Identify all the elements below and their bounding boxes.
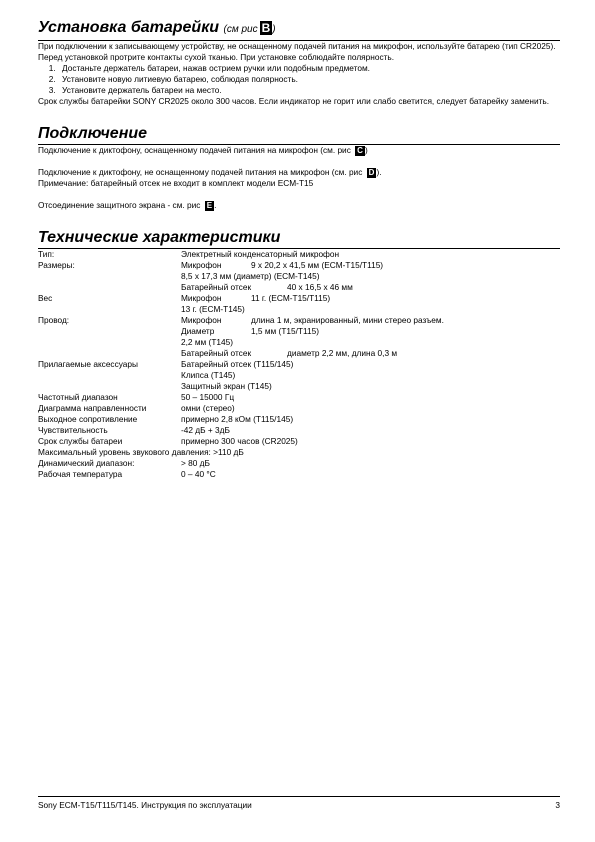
- connection-line-powered-close: ): [364, 145, 368, 155]
- connection-line-unpowered: [38, 167, 560, 178]
- spec-value: Клипса (T145): [181, 370, 236, 380]
- specs-heading: Технические характеристики: [38, 228, 560, 249]
- battery-title: Установка батарейки: [38, 19, 220, 36]
- footer-doc-title: Sony ECM-T15/T115/T145. Инструкция по эксплуатации: [38, 800, 252, 810]
- battery-heading: [38, 18, 560, 41]
- spec-label: Выходное сопротивление: [38, 414, 138, 424]
- figure-c-marker: C: [357, 146, 363, 155]
- spec-value: 0 – 40 °C: [181, 469, 216, 479]
- spec-subvalue: 11 г. (ECM-T15/T115): [251, 293, 331, 303]
- connection-screen-removal-text: Отсоединение защитного экрана - см. рис: [38, 200, 201, 210]
- spec-sublabel: Микрофон: [181, 315, 222, 325]
- spec-value: [181, 282, 560, 293]
- spec-label: Чувствительность: [38, 425, 108, 435]
- figure-b-marker: B: [261, 21, 271, 35]
- table-row: [38, 392, 560, 403]
- spec-subvalue: длина 1 м, экранированный, мини стерео разъем.: [251, 315, 444, 325]
- spec-value: -42 дБ + 3дБ: [181, 425, 230, 435]
- table-row: [38, 271, 560, 282]
- spec-value: > 80 дБ: [181, 458, 210, 468]
- table-row: [38, 326, 560, 337]
- battery-intro: При подключении к записывающему устройству, не оснащенному подачей питания на микрофон, используйте батарею (тип CR2025). Перед установкой протрите контакты сухой тканью. При установке соблюдайте полярность.: [38, 41, 556, 62]
- battery-step: 3. Установите держатель батареи на место.: [58, 85, 560, 96]
- spec-value: Батарейный отсек (T115/145): [181, 359, 294, 369]
- connection-heading: Подключение: [38, 124, 560, 145]
- spec-label: Срок службы батареи: [38, 436, 123, 446]
- spec-label: Рабочая температура: [38, 469, 123, 479]
- spec-value: примерно 300 часов (CR2025): [181, 436, 298, 446]
- spec-value: [181, 348, 560, 359]
- spec-label: Динамический диапазон:: [38, 458, 135, 468]
- spec-label: Прилагаемые аксессуары: [38, 359, 138, 369]
- spec-label: Провод:: [38, 315, 70, 325]
- figure-d-marker: D: [368, 168, 375, 177]
- figure-e-marker: E: [206, 201, 213, 210]
- spec-subvalue: 13 г. (ECM-T145): [181, 304, 245, 314]
- spec-label: Частотный диапазон: [38, 392, 118, 402]
- table-row: [38, 348, 560, 359]
- table-row: [38, 315, 560, 326]
- table-row: [38, 282, 560, 293]
- table-row: [38, 469, 560, 480]
- table-row: [38, 260, 560, 271]
- spec-label: Диаграмма направленности: [38, 403, 147, 413]
- connection-line-powered-text: Подключение к диктофону, оснащенному подачей питания на микрофон (см. рис: [38, 145, 351, 155]
- battery-life-note: Срок службы батарейки SONY CR2025 около 300 часов. Если индикатор не горит или слабо светится, следует батарейку заменить.: [38, 96, 550, 106]
- spec-label: Тип:: [38, 249, 55, 259]
- spec-value: [181, 293, 560, 304]
- spec-spl-line: Максимальный уровень звукового давления: >110 дБ: [38, 447, 244, 457]
- spec-sublabel: Батарейный отсек: [181, 348, 252, 358]
- connection-screen-removal-close: .: [214, 200, 217, 210]
- table-row: [38, 337, 560, 348]
- table-row: [38, 425, 560, 436]
- battery-steps-list: [38, 63, 560, 96]
- spec-subvalue: 8,5 x 17,3 мм (диаметр) (ECM-T145): [181, 271, 320, 281]
- connection-line-powered: [38, 145, 560, 156]
- table-row: [38, 249, 560, 260]
- table-row: [38, 436, 560, 447]
- battery-section: [38, 41, 560, 107]
- spec-sublabel: Батарейный отсек: [181, 282, 252, 292]
- table-row: [38, 304, 560, 315]
- table-row: [38, 359, 560, 370]
- page-number: 3: [555, 800, 560, 810]
- spec-value: Электретный конденсаторный микрофон: [181, 249, 340, 259]
- specs-table: [38, 249, 560, 480]
- table-row: [38, 414, 560, 425]
- spec-sublabel: Микрофон: [181, 260, 222, 270]
- spec-value: Защитный экран (T145): [181, 381, 272, 391]
- spec-sublabel: Микрофон: [181, 293, 222, 303]
- connection-section: [38, 124, 560, 211]
- spec-value: [181, 315, 560, 326]
- table-row: [38, 447, 560, 458]
- spec-subvalue: диаметр 2,2 мм, длина 0,3 м: [287, 348, 398, 358]
- page-footer: [38, 796, 560, 810]
- table-row: [38, 370, 560, 381]
- spec-subvalue: 9 x 20,2 x 41,5 мм (ECM-T15/T115): [251, 260, 384, 270]
- spec-subvalue: 1,5 мм (T15/T115): [251, 326, 319, 336]
- battery-step: 1. Достаньте держатель батареи, нажав острием ручки или подобным предметом.: [58, 63, 560, 74]
- battery-title-ref: (см рис: [223, 24, 258, 35]
- connection-screen-removal: [38, 200, 560, 211]
- specs-section: [38, 228, 560, 480]
- spec-value: примерно 2,8 кОм (T115/145): [181, 414, 294, 424]
- spec-value: [181, 260, 560, 271]
- spec-label: Размеры:: [38, 260, 75, 270]
- spec-subvalue: 2,2 мм (T145): [181, 337, 233, 347]
- table-row: [38, 293, 560, 304]
- battery-step: 2. Установите новую литиевую батарею, соблюдая полярность.: [58, 74, 560, 85]
- spec-value: 50 – 15000 Гц: [181, 392, 235, 402]
- spec-subvalue: 40 x 16,5 x 46 мм: [287, 282, 353, 292]
- battery-title-close: ): [272, 24, 276, 35]
- connection-line-unpowered-text: Подключение к диктофону, не оснащенному подачей питания на микрофон (см. рис: [38, 167, 363, 177]
- spec-sublabel: Диаметр: [181, 326, 215, 336]
- table-row: [38, 403, 560, 414]
- connection-line-unpowered-close: ).: [376, 167, 382, 177]
- table-row: [38, 458, 560, 469]
- spec-label: Вес: [38, 293, 53, 303]
- document-page: [38, 18, 560, 480]
- spec-value: [181, 326, 560, 337]
- connection-note: Примечание: батарейный отсек не входит в комплект модели ECM-T15: [38, 178, 314, 188]
- spec-value: омни (стерео): [181, 403, 235, 413]
- table-row: [38, 381, 560, 392]
